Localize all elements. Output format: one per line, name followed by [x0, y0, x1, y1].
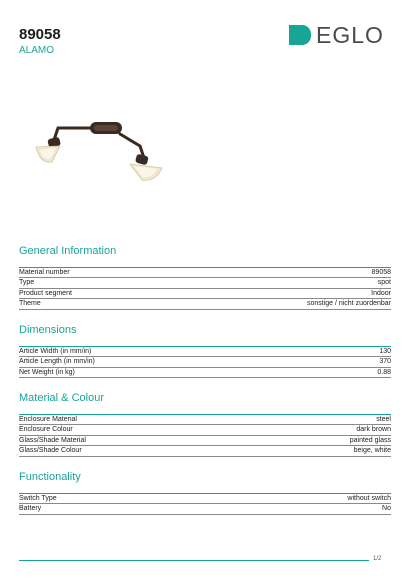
section-title-material: Material & Colour [19, 392, 104, 404]
row-label: Switch Type [19, 495, 57, 502]
row-label: Material number [19, 269, 70, 276]
row-value: beige, white [353, 447, 391, 455]
page-number: 1/2 [373, 556, 382, 562]
table-row [19, 436, 391, 447]
table-row [19, 368, 391, 379]
row-label: Glass/Shade Material [19, 436, 86, 444]
section-title-functionality: Functionality [19, 471, 81, 483]
row-value: 0.88 [377, 368, 391, 376]
table-row [19, 446, 391, 457]
table-row [19, 267, 391, 278]
row-value: 89058 [371, 269, 391, 276]
table-functionality [19, 493, 391, 515]
row-label: Battery [19, 504, 42, 512]
table-row [19, 278, 391, 289]
section-title-dimensions: Dimensions [19, 324, 77, 336]
product-name: ALAMO [19, 45, 55, 56]
article-code: 89058 [19, 26, 61, 43]
row-value: without switch [347, 495, 391, 502]
brand-logo [289, 22, 384, 48]
table-row [19, 493, 391, 504]
row-value: painted glass [349, 436, 391, 444]
row-label: Glass/Shade Colour [19, 447, 82, 455]
footer-divider [19, 560, 369, 561]
row-label: Article Length (in mm/in) [19, 357, 95, 365]
row-value: spot [377, 278, 391, 286]
logo-text: EGLO [316, 22, 384, 48]
row-value: 370 [379, 357, 391, 365]
row-label: Enclosure Material [19, 416, 77, 423]
table-dimensions [19, 346, 391, 378]
row-value: dark brown [356, 425, 391, 433]
table-row [19, 357, 391, 368]
table-material [19, 414, 391, 457]
table-row [19, 299, 391, 310]
product-image [30, 112, 170, 192]
table-row [19, 289, 391, 300]
table-row [19, 346, 391, 357]
row-label: Theme [19, 300, 41, 308]
row-value: Indoor [371, 289, 391, 297]
row-value: steel [376, 416, 391, 423]
logo-mark-icon [289, 25, 311, 45]
row-value: sonstige / nicht zuordenbar [306, 300, 391, 308]
row-value: 130 [379, 348, 391, 355]
row-label: Enclosure Colour [19, 425, 73, 433]
row-value: No [382, 504, 391, 512]
table-general [19, 267, 391, 310]
section-title-general: General Information [19, 245, 117, 257]
table-row [19, 425, 391, 436]
table-row [19, 414, 391, 425]
row-label: Net Weight (in kg) [19, 368, 75, 376]
row-label: Product segment [19, 289, 72, 297]
row-label: Type [19, 278, 35, 286]
table-row [19, 504, 391, 515]
row-label: Article Width (in mm/in) [19, 348, 92, 355]
